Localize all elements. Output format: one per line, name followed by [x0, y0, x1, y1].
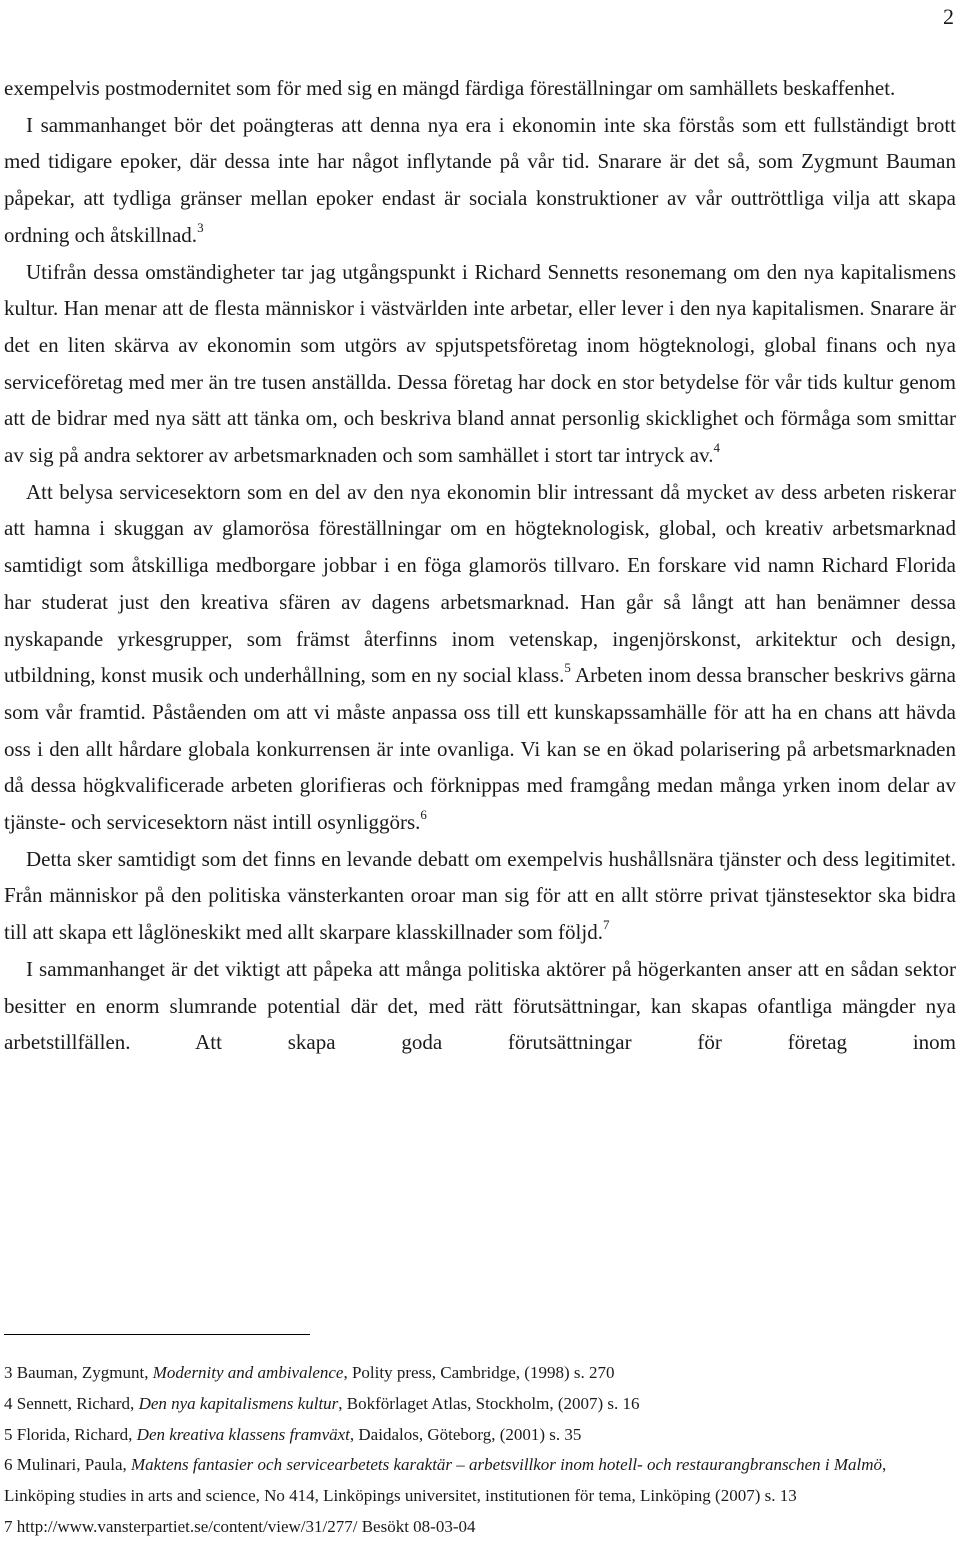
footnote: 5 Florida, Richard, Den kreativa klassens framväxt, Daidalos, Göteborg, (2001) s. 35	[4, 1424, 582, 1444]
footnote-divider	[4, 1334, 310, 1335]
paragraph: exempelvis postmodernitet som för med sig en mängd färdiga föreställningar om samhällets beskaffenhet.	[4, 76, 896, 100]
footnote: 6 Mulinari, Paula, Maktens fantasier och servicearbetets karaktär – arbetsvillkor inom hotell- och restaurangbranschen i Malmö,	[4, 1455, 887, 1475]
paragraph: Att belysa servicesektorn som en del av den nya ekonomin blir intressant då mycket av dess arbeten riskerar att hamna i skuggan av glamorösa föreställningar om en högteknologisk, global, och kreativ arbetsmarknad samtidigt som åtskilliga medborgare jobbar i en föga glamorös tillvaro. En forskare vid namn Richard Florida har studerat just den kreativa sfären av dagens arbetsmarknad. Han går så långt att han benämner dessa nyskapande yrkesgrupper, som främst återfinns inom vetenskap, ingenjörskonst, arkitektur och design, utbildning, konst musik och underhållning, som en ny social klass.$^5$ Arbeten inom dessa branscher beskrivs gärna som vår framtid. Påståenden om att vi måste anpassa oss till ett kunskapssamhälle för att ha en chans att hävda oss i den allt hårdare globala konkurrensen är inte ovanliga. Vi kan se en ökad polarisering på arbetsmarknaden då dessa högkvalificerade arbeten glorifieras och förknippas med framgång medan många yrken inom delar av tjänste- och servicesektorn näst intill osynliggörs.$^6$	[4, 479, 956, 835]
page-number: 2	[943, 4, 954, 29]
footnote-ref: 6	[420, 807, 427, 823]
footnote: 3 Bauman, Zygmunt, Modernity and ambivalence, Polity press, Cambridge, (1998) s. 270	[4, 1363, 615, 1382]
body-text	[4, 70, 956, 1061]
paragraph: Detta sker samtidigt som det finns en levande debatt om exempelvis hushållsnära tjänster och dess legitimitet. Från människor på den politiska vänsterkanten oroar man sig för att en allt större privat tjänstesektor ska bidra till att skapa ett låglöneskikt med allt skarpare klasskillnader som följd.$^7$	[4, 846, 956, 945]
footnote: 4 Sennett, Richard, Den nya kapitalismens kultur, Bokförlaget Atlas, Stockholm, (2007) s. 16	[4, 1393, 640, 1413]
footnote-ref: 5	[564, 660, 571, 676]
footnotes	[4, 1358, 956, 1543]
paragraph: I sammanhanget är det viktigt att påpeka att många politiska aktörer på högerkanten anser att en sådan sektor besitter en enorm slumrande potential där det, med rätt förutsättningar, kan skapas ofantliga mängder nya arbetstillfällen. Att skapa goda förutsättningar för företag inom	[4, 956, 956, 1055]
footnote-ref: 7	[602, 917, 610, 933]
footnote-continuation: Linköping studies in arts and science, No 414, Linköpings universitet, institutionen för tema, Linköping (2007) s. 13	[4, 1486, 797, 1506]
footnote: 7 http://www.vansterpartiet.se/content/view/31/277/ Besökt 08-03-04	[4, 1516, 476, 1536]
footnote-ref: 3	[197, 219, 204, 235]
footnote-ref: 4	[713, 440, 720, 456]
paragraph: I sammanhanget bör det poängteras att denna nya era i ekonomin inte ska förstås som ett fullständigt brott med tidigare epoker, där dessa inte har något inflytande på vår tid. Snarare är det så, som Zygmunt Bauman påpekar, att tydliga gränser mellan epoker endast är sociala konstruktioner av vår outtröttliga vilja att skapa ordning och åtskillnad.$^3$	[4, 112, 956, 247]
paragraph: Utifrån dessa omständigheter tar jag utgångspunkt i Richard Sennetts resonemang om den nya kapitalismens kultur. Han menar att de flesta människor i västvärlden inte arbetar, eller lever i den nya kapitalismen. Snarare är det en liten skärva av ekonomin som utgörs av spjutspetsföretag inom högteknologi, global finans och nya serviceföretag med mer än tre tusen anställda. Dessa företag har dock en stor betydelse för vår tids kultur genom att de bidrar med nya sätt att tänka om, och beskriva bland annat personlig skicklighet och förmåga som smittar av sig på andra sektorer av arbetsmarknaden och som samhället i stort tar intryck av.$^4$	[4, 259, 956, 468]
